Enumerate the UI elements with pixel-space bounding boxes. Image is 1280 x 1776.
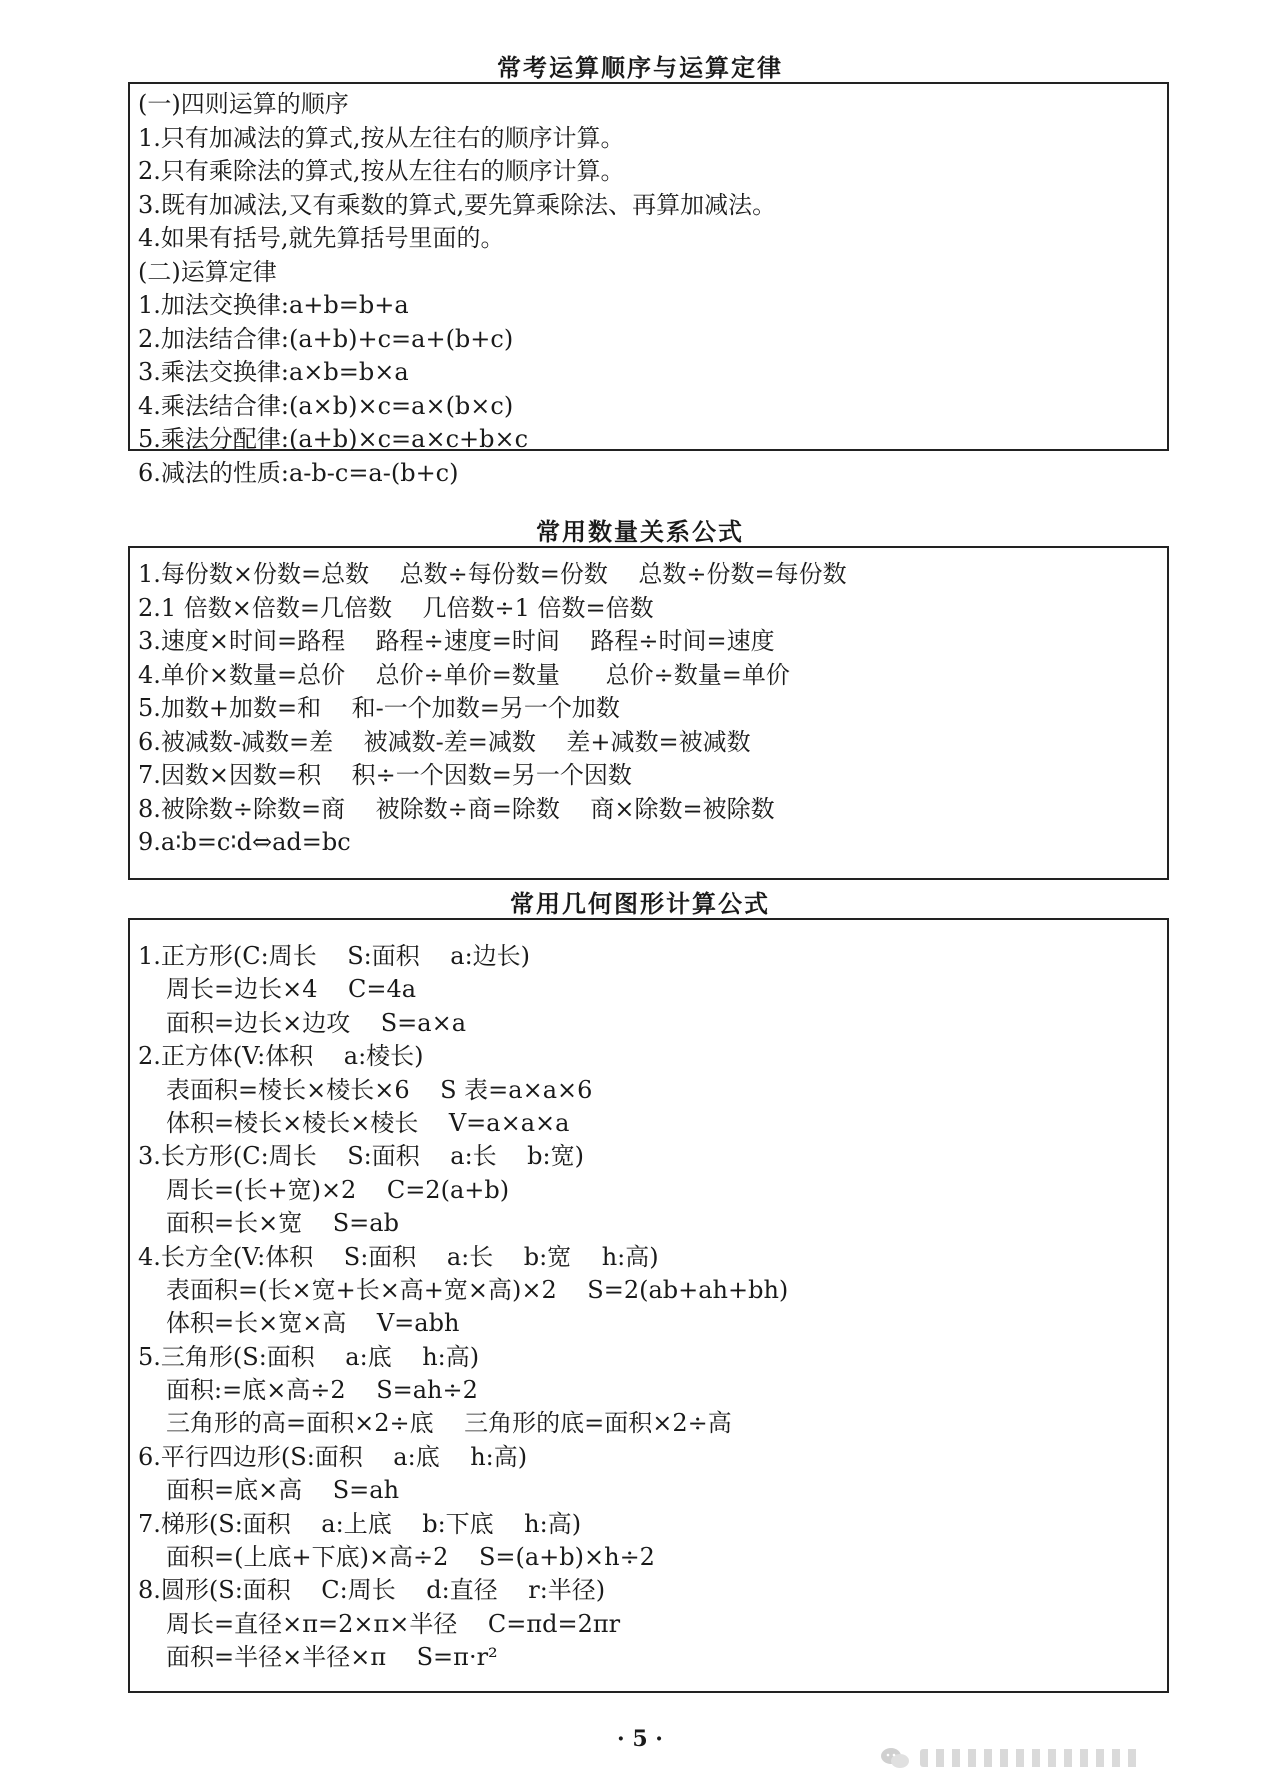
text-line: 3.速度×时间=路程 路程÷速度=时间 路程÷时间=速度	[138, 627, 775, 655]
text-line: 6.被减数-减数=差 被减数-差=减数 差+减数=被减数	[138, 727, 751, 756]
text-line: 6.减法的性质:a-b-c=a-(b+c)	[138, 458, 459, 487]
text-line: 5.乘法分配律:(a+b)×c=a×c+b×c	[138, 425, 529, 453]
section-box-order	[128, 82, 1169, 487]
text-line: 8.被除数÷除数=商 被除数÷商=除数 商×除数=被除数	[138, 794, 775, 823]
formula-line: 周长=边长×4 C=4a	[166, 975, 417, 1004]
formula-line: 三角形的高=面积×2÷底 三角形的底=面积×2÷高	[166, 1409, 732, 1438]
text-line: 7.因数×因数=积 积÷一个因数=另一个因数	[138, 761, 632, 789]
text-line: 3.既有加减法,又有乘数的算式,要先算乘除法、再算加减法。	[138, 190, 777, 219]
text-line: 2.只有乘除法的算式,按从左往右的顺序计算。	[138, 157, 625, 185]
formula-line: 表面积=(长×宽+长×高+宽×高)×2 S=2(ab+ah+bh)	[166, 1275, 789, 1304]
section-title-order: 常考运算顺序与运算定律	[497, 54, 783, 82]
formula-line: 面积=(上底+下底)×高÷2 S=(a+b)×h÷2	[166, 1543, 655, 1572]
formula-heading: 6.平行四边形(S:面积 a:底 h:高)	[138, 1442, 528, 1471]
section-box-quantity	[128, 546, 1169, 880]
formula-heading: 8.圆形(S:面积 C:周长 d:直径 r:半径)	[138, 1576, 606, 1605]
formula-line: 面积=半径×半径×π S=π·r²	[166, 1643, 498, 1672]
watermark-text-blur	[920, 1749, 1140, 1767]
formula-line: 体积=长×宽×高 V=abh	[166, 1309, 460, 1338]
formula-heading: 5.三角形(S:面积 a:底 h:高)	[138, 1342, 480, 1371]
formula-line: 面积=底×高 S=ah	[166, 1476, 400, 1505]
formula-heading: 1.正方形(C:周长 S:面积 a:边长)	[138, 942, 531, 970]
text-line: 2.1 倍数×倍数=几倍数 几倍数÷1 倍数=倍数	[138, 593, 654, 622]
watermark	[880, 1740, 1180, 1776]
formula-line: 表面积=棱长×棱长×6 S 表=a×a×6	[166, 1075, 593, 1104]
text-line: 2.加法结合律:(a+b)+c=a+(b+c)	[138, 324, 514, 353]
section-title-quantity: 常用数量关系公式	[536, 518, 744, 546]
formula-line: 周长=(长+宽)×2 C=2(a+b)	[166, 1175, 510, 1204]
formula-line: 周长=直径×π=2×π×半径 C=πd=2πr	[166, 1609, 621, 1638]
formula-line: 面积=长×宽 S=ab	[166, 1209, 399, 1238]
text-line: (二)运算定律	[138, 257, 277, 286]
text-line: 1.加法交换律:a+b=b+a	[138, 291, 409, 319]
page-number: · 5 ·	[617, 1726, 663, 1752]
text-line: (一)四则运算的顺序	[138, 90, 349, 118]
text-line: 1.每份数×份数=总数 总数÷每份数=份数 总数÷份数=每份数	[138, 560, 847, 588]
formula-heading: 3.长方形(C:周长 S:面积 a:长 b:宽)	[138, 1142, 584, 1171]
formula-heading: 7.梯形(S:面积 a:上底 b:下底 h:高)	[138, 1509, 582, 1538]
formula-line: 体积=棱长×棱长×棱长 V=a×a×a	[166, 1108, 570, 1137]
text-line: 3.乘法交换律:a×b=b×a	[138, 358, 409, 386]
wechat-icon	[880, 1746, 910, 1770]
formula-heading: 4.长方全(V:体积 S:面积 a:长 b:宽 h:高)	[138, 1242, 659, 1271]
section-title-geometry: 常用几何图形计算公式	[510, 890, 770, 918]
text-line: 1.只有加减法的算式,按从左往右的顺序计算。	[138, 123, 625, 152]
formula-line: 面积=边长×边攻 S=a×a	[166, 1008, 467, 1037]
text-line: 9.a∶b=c∶d⇔ad=bc	[138, 828, 351, 856]
text-line: 4.乘法结合律:(a×b)×c=a×(b×c)	[138, 391, 514, 420]
text-line: 4.如果有括号,就先算括号里面的。	[138, 224, 505, 252]
section-box-geometry	[128, 918, 1169, 1693]
formula-heading: 2.正方体(V:体积 a:棱长)	[138, 1042, 424, 1071]
formula-line: 面积:=底×高÷2 S=ah÷2	[166, 1376, 478, 1405]
text-line: 4.单价×数量=总价 总价÷单价=数量 总价÷数量=单价	[138, 660, 790, 689]
text-line: 5.加数+加数=和 和-一个加数=另一个加数	[138, 694, 620, 722]
